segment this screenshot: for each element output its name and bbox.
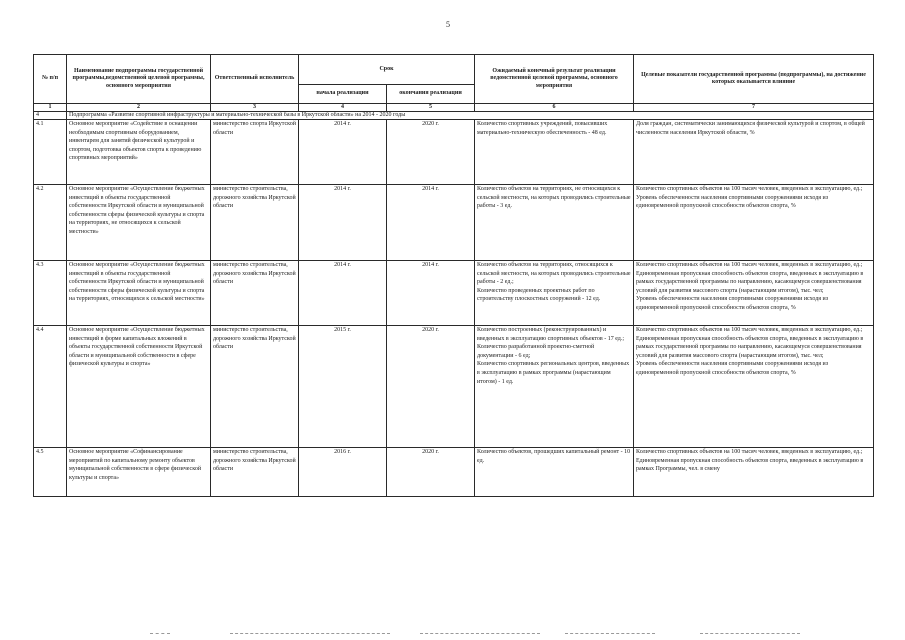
result-line: Количество разработанной проектно-сметной документации - 6 ед; xyxy=(477,344,595,359)
row-name: Основное мероприятие «Осуществление бюджетных инвестиций в объекты государственной собственности Иркутской области и муниципальной собственности сферы физической культуры и спорта на территориях, не относящихся к сельской местности» xyxy=(67,185,211,261)
subprogram-title: Подпрограмма «Развитие спортивной инфраструктуры и материально-технической базы в Иркутской области» на 2014 - 2020 годы xyxy=(67,112,874,120)
row-num: 4.3 xyxy=(34,261,67,326)
row-num: 4.5 xyxy=(34,448,67,497)
column-number: 1 xyxy=(34,104,67,112)
subprogram-row xyxy=(34,112,874,120)
row-num: 4.4 xyxy=(34,326,67,448)
indicator-line: Уровень обеспеченности населения спортивными сооружениями исходя из единовременной пропускной способности объектов спорта, % xyxy=(636,296,829,311)
column-number: 4 xyxy=(299,104,387,112)
indicator-line: Количество спортивных объектов на 100 тысяч человек, введенных в эксплуатацию, ед.; xyxy=(636,186,863,192)
column-number: 7 xyxy=(634,104,874,112)
row-end: 2020 г. xyxy=(387,326,475,448)
scan-artifact xyxy=(700,633,800,634)
row-responsible: министерство спорта Иркутской области xyxy=(211,120,299,185)
indicator-line: Доля граждан, систематически занимающихся физической культурой и спортом, в общей численности населения Иркутской области, % xyxy=(636,121,865,136)
row-indicators xyxy=(634,185,874,261)
header-term: Срок xyxy=(299,55,475,85)
table-row xyxy=(34,261,874,326)
row-num: 4.1 xyxy=(34,120,67,185)
header-responsible: Ответственный исполнитель xyxy=(211,55,299,104)
row-result xyxy=(475,120,634,185)
column-number-row xyxy=(34,104,874,112)
row-end: 2020 г. xyxy=(387,448,475,497)
row-start: 2016 г. xyxy=(299,448,387,497)
row-start: 2014 г. xyxy=(299,185,387,261)
row-result xyxy=(475,185,634,261)
row-name: Основное мероприятие «Осуществление бюджетных инвестиций в объекты государственной собственности Иркутской области и муниципальной собственности сферы физической культуры и спорта на территориях, относящихся к сельской местности» xyxy=(67,261,211,326)
header-term-end: окончания реализации xyxy=(387,84,475,103)
indicator-line: Уровень обеспеченности населения спортивными сооружениями исходя из единовременной пропускной способности объектов спорта, % xyxy=(636,361,829,376)
page-number: 5 xyxy=(446,20,450,29)
result-line: Количество спортивных учреждений, повысивших материально-техническую обеспеченность - 48 ед. xyxy=(477,121,608,136)
result-line: Количество объектов на территориях, не относящихся к сельской местности, на которых проводились строительные работы - 3 ед. xyxy=(477,186,631,210)
row-start: 2014 г. xyxy=(299,261,387,326)
header-row xyxy=(34,55,874,85)
row-name: Основное мероприятие «Осуществление бюджетных инвестиций в форме капитальных вложений в объекты государственной собственности Иркутской области и муниципальной собственности в сфере физической культуры и спорта» xyxy=(67,326,211,448)
row-name: Основное мероприятие «Софинансирование мероприятий по капитальному ремонту объектов муниципальной собственности в сфере физической культуры и спорта» xyxy=(67,448,211,497)
row-start: 2014 г. xyxy=(299,120,387,185)
result-line: Количество объектов на территориях, относящихся к сельской местности, на которых проводились строительные работы - 2 ед.; xyxy=(477,262,631,286)
indicator-line: Единовременная пропускная способность объектов спорта, введенных в эксплуатацию в рамках государственной программы по направлению, касающемуся совершенствования условий для развития массового спорта (нарастающим итогом), тыс. чел; xyxy=(636,335,864,359)
indicator-line: Единовременная пропускная способность объектов спорта, введенных в эксплуатацию в рамках государственной программы по направлению, касающемуся совершенствования условий для развития массового спорта (нарастающим итогом), тыс. чел; xyxy=(636,270,864,294)
row-end: 2014 г. xyxy=(387,185,475,261)
row-indicators xyxy=(634,120,874,185)
column-number: 6 xyxy=(475,104,634,112)
result-line: Количество спортивных региональных центров, введенных в эксплуатацию в рамках программы (нарастающим итогом) - 1 ед. xyxy=(477,361,630,385)
row-num: 4.2 xyxy=(34,185,67,261)
column-number: 5 xyxy=(387,104,475,112)
scan-artifact xyxy=(565,633,655,634)
column-number: 2 xyxy=(67,104,211,112)
table-row xyxy=(34,185,874,261)
row-result xyxy=(475,326,634,448)
row-result xyxy=(475,261,634,326)
row-result xyxy=(475,448,634,497)
row-responsible: министерство строительства, дорожного хозяйства Иркутской области xyxy=(211,448,299,497)
subprogram-num: 4 xyxy=(34,112,67,120)
indicator-line: Количество спортивных объектов на 100 тысяч человек, введенных в эксплуатацию, ед.; xyxy=(636,449,863,455)
row-responsible: министерство строительства, дорожного хозяйства Иркутской области xyxy=(211,326,299,448)
row-indicators xyxy=(634,448,874,497)
result-line: Количество проведенных проектных работ по строительству плоскостных сооружений - 12 ед. xyxy=(477,287,601,303)
row-end: 2014 г. xyxy=(387,261,475,326)
table-row xyxy=(34,326,874,448)
header-term-start: начала реализации xyxy=(299,84,387,103)
row-responsible: министерство строительства, дорожного хозяйства Иркутской области xyxy=(211,185,299,261)
row-end: 2020 г. xyxy=(387,120,475,185)
header-indicators: Целевые показатели государственной программы (подпрограммы), на достижение которых оказывается влияние xyxy=(634,55,874,104)
row-responsible: министерство строительства, дорожного хозяйства Иркутской области xyxy=(211,261,299,326)
result-line: Количество объектов, прошедших капитальный ремонт - 10 ед. xyxy=(477,449,631,464)
scan-artifact xyxy=(150,633,170,634)
indicator-line: Количество спортивных объектов на 100 тысяч человек, введенных в эксплуатацию, ед.; xyxy=(636,327,863,333)
row-indicators xyxy=(634,326,874,448)
header-name: Наименование подпрограммы государственной программы,ведомственной целевой программы, основного мероприятия xyxy=(67,55,211,104)
indicator-line: Единовременная пропускная способность объектов спорта, введенных в эксплуатацию в рамках Программы, чел. в смену xyxy=(636,457,864,473)
column-number: 3 xyxy=(211,104,299,112)
row-indicators xyxy=(634,261,874,326)
program-table xyxy=(33,54,874,497)
row-start: 2015 г. xyxy=(299,326,387,448)
scan-artifact xyxy=(230,633,390,634)
indicator-line: Уровень обеспеченности населения спортивными сооружениями исходя из единовременной пропускной способности объектов спорта, % xyxy=(636,194,829,210)
result-line: Количество построенных (реконструированных) и введенных в эксплуатацию спортивных объектов - 17 ед.; xyxy=(477,327,625,342)
header-result: Ожидаемый конечный результат реализации ведомственной целевой программы, основного мероприятия xyxy=(475,55,634,104)
row-name: Основное мероприятие «Содействие в оснащении необходимым спортивным оборудованием, инвентарем для занятий физической культурой и спортом, подготовка объектов спорта к проведению спортивных мероприятий» xyxy=(67,120,211,185)
scan-artifact xyxy=(420,633,540,634)
table-row xyxy=(34,120,874,185)
table-row xyxy=(34,448,874,497)
indicator-line: Количество спортивных объектов на 100 тысяч человек, введенных в эксплуатацию, ед.; xyxy=(636,262,863,268)
header-num: № п/п xyxy=(34,55,67,104)
